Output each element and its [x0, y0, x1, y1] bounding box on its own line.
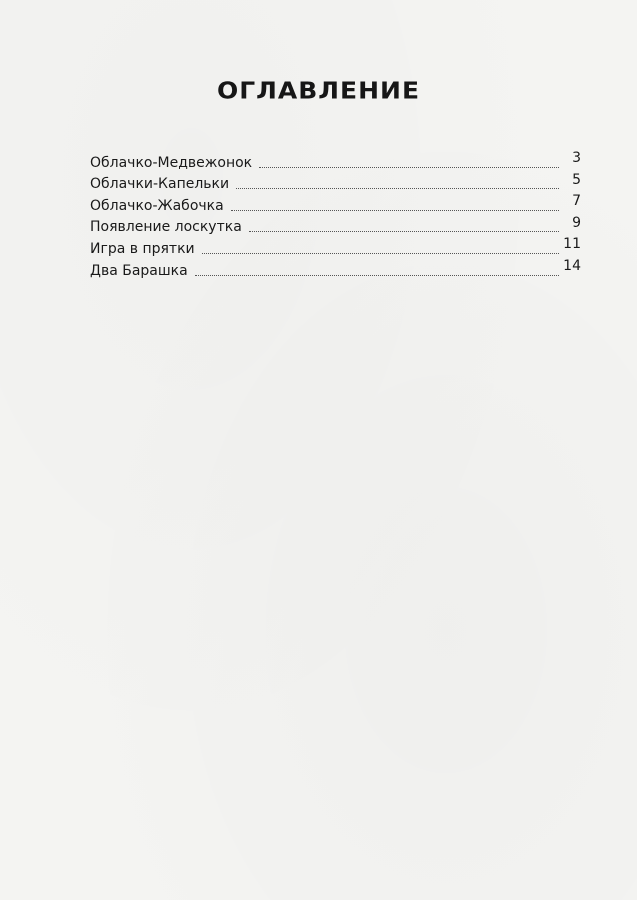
dot-leader — [249, 231, 559, 232]
dot-leader — [195, 275, 559, 276]
toc-entry — [90, 193, 581, 215]
page-title: ОГЛАВЛЕНИЕ — [216, 77, 421, 104]
toc-entry — [90, 258, 581, 280]
toc-entry — [90, 215, 581, 237]
toc-entry — [90, 150, 581, 172]
toc-entry-page-number: 7 — [572, 193, 581, 210]
toc-entry-page-number: 11 — [563, 236, 581, 253]
table-of-contents — [90, 150, 581, 280]
toc-entry-title: Два Барашка — [90, 262, 188, 279]
dot-leader — [231, 210, 559, 211]
dot-leader — [236, 188, 559, 189]
dot-leader — [202, 253, 559, 254]
toc-entry-page-number: 3 — [572, 150, 581, 166]
toc-entry-page-number: 14 — [563, 257, 581, 274]
toc-entry-title: Появление лоскутка — [90, 219, 242, 236]
toc-entry-title: Игра в прятки — [90, 240, 195, 257]
toc-entry-page-number: 5 — [572, 171, 581, 188]
toc-entry-title: Облачко-Жабочка — [90, 197, 224, 214]
toc-entry — [90, 172, 581, 194]
toc-entry-title: Облачко-Медвежонок — [90, 154, 253, 171]
dot-leader — [259, 167, 559, 168]
toc-entry — [90, 236, 581, 258]
toc-entry-title: Облачки-Капельки — [90, 176, 230, 193]
toc-entry-page-number: 9 — [572, 214, 581, 231]
